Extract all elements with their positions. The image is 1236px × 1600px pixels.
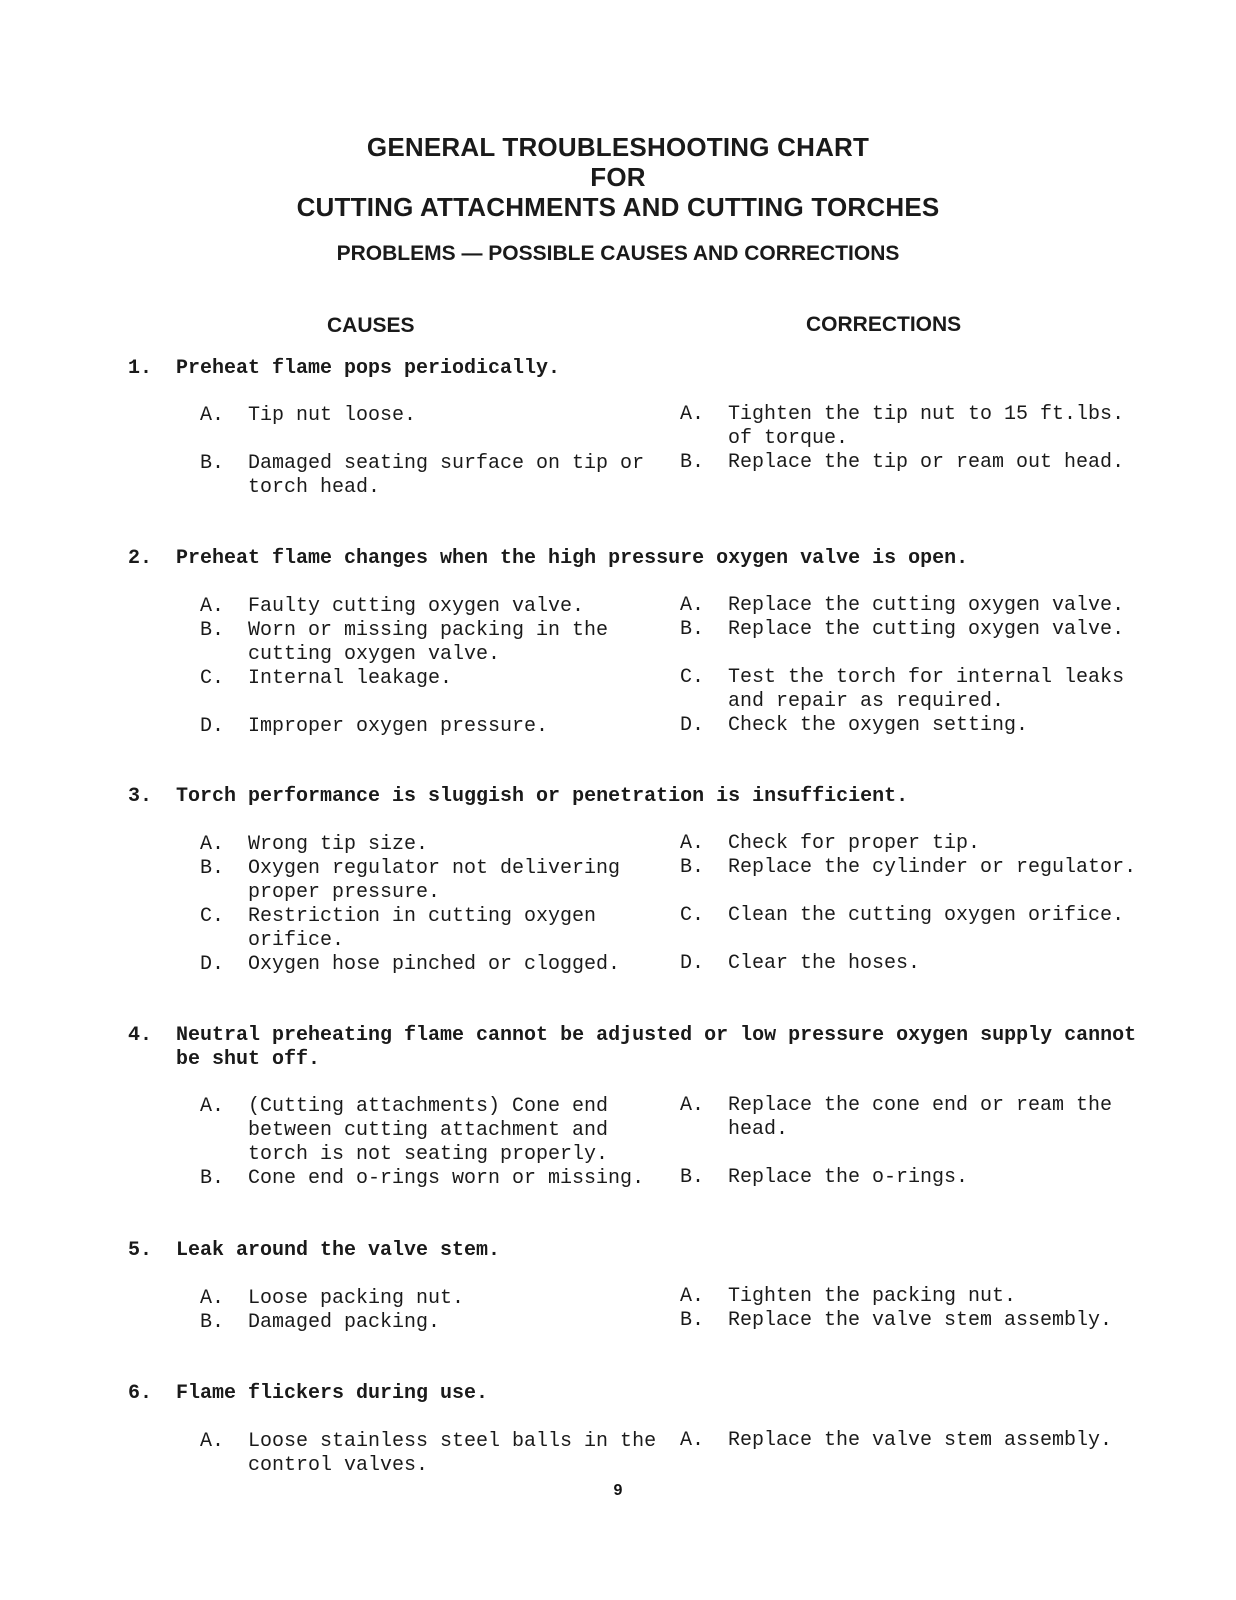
cause-letter: A. (200, 595, 225, 618)
correction-letter: A. (680, 594, 705, 617)
cause-text: Loose packing nut. (248, 1287, 465, 1310)
chart-subtitle: PROBLEMS — POSSIBLE CAUSES AND CORRECTIONS (336, 242, 900, 265)
cause-text: Oxygen regulator not delivering proper pressure. (248, 857, 621, 904)
cause-letter: A. (200, 1095, 225, 1118)
correction-text: Clean the cutting oxygen orifice. (728, 904, 1125, 927)
correction-text: Replace the cutting oxygen valve. (728, 594, 1125, 617)
cause-text: Internal leakage. (248, 667, 453, 690)
problem-text: Preheat flame pops periodically. (176, 357, 561, 380)
correction-letter: B. (680, 451, 705, 474)
correction-text: Replace the cutting oxygen valve. (728, 618, 1125, 641)
problem-text: Preheat flame changes when the high pressure oxygen valve is open. (176, 547, 969, 570)
cause-letter: C. (200, 905, 225, 928)
cause-text: Cone end o-rings worn or missing. (248, 1167, 645, 1190)
problem-number: 1. (128, 357, 153, 380)
correction-letter: B. (680, 856, 705, 879)
correction-letter: D. (680, 952, 705, 975)
problem-text: Leak around the valve stem. (176, 1239, 501, 1262)
problem-number: 6. (128, 1382, 153, 1405)
cause-letter: C. (200, 667, 225, 690)
cause-letter: A. (200, 404, 225, 427)
cause-letter: B. (200, 857, 225, 880)
page-number: 9 (613, 1482, 623, 1499)
correction-letter: A. (680, 1429, 705, 1452)
cause-text: Wrong tip size. (248, 833, 429, 856)
correction-text: Check for proper tip. (728, 832, 981, 855)
cause-letter: B. (200, 1311, 225, 1334)
correction-text: Tighten the packing nut. (728, 1285, 1017, 1308)
correction-letter: A. (680, 1094, 705, 1117)
correction-letter: A. (680, 832, 705, 855)
problem-number: 2. (128, 547, 153, 570)
correction-text: Replace the cylinder or regulator. (728, 856, 1137, 879)
cause-letter: A. (200, 833, 225, 856)
correction-letter: B. (680, 618, 705, 641)
cause-text: Improper oxygen pressure. (248, 715, 549, 738)
correction-letter: A. (680, 1285, 705, 1308)
correction-text: Replace the valve stem assembly. (728, 1429, 1113, 1452)
correction-text: Replace the tip or ream out head. (728, 451, 1125, 474)
cause-text: (Cutting attachments) Cone end between cutting attachment and torch is not seating properly. (248, 1095, 609, 1166)
correction-text: Clear the hoses. (728, 952, 921, 975)
cause-letter: B. (200, 619, 225, 642)
cause-letter: B. (200, 452, 225, 475)
problem-number: 5. (128, 1239, 153, 1262)
correction-text: Test the torch for internal leaks and repair as required. (728, 666, 1125, 713)
chart-title-line-1: GENERAL TROUBLESHOOTING CHART (366, 132, 870, 162)
problem-text: Torch performance is sluggish or penetration is insufficient. (176, 785, 909, 808)
correction-letter: D. (680, 714, 705, 737)
correction-text: Replace the valve stem assembly. (728, 1309, 1113, 1332)
corrections-column-heading: CORRECTIONS (806, 313, 962, 336)
cause-text: Oxygen hose pinched or clogged. (248, 953, 621, 976)
chart-title-line-2: FOR (590, 162, 646, 192)
problem-text: Flame flickers during use. (176, 1382, 489, 1405)
problem-number: 4. (128, 1024, 153, 1047)
cause-letter: B. (200, 1167, 225, 1190)
cause-letter: A. (200, 1287, 225, 1310)
causes-column-heading: CAUSES (327, 314, 415, 337)
cause-text: Tip nut loose. (248, 404, 417, 427)
cause-text: Worn or missing packing in the cutting oxygen valve. (248, 619, 609, 666)
correction-letter: A. (680, 403, 705, 426)
correction-letter: C. (680, 666, 705, 689)
problem-text: Neutral preheating flame cannot be adjusted or low pressure oxygen supply cannot be shut off. (176, 1024, 1149, 1071)
cause-text: Faulty cutting oxygen valve. (248, 595, 585, 618)
chart-title-line-3: CUTTING ATTACHMENTS AND CUTTING TORCHES (296, 192, 940, 222)
correction-text: Replace the o-rings. (728, 1166, 969, 1189)
cause-text: Restriction in cutting oxygen orifice. (248, 905, 597, 952)
cause-text: Damaged seating surface on tip or torch head. (248, 452, 645, 499)
correction-letter: C. (680, 904, 705, 927)
cause-text: Damaged packing. (248, 1311, 441, 1334)
problem-number: 3. (128, 785, 153, 808)
cause-letter: D. (200, 953, 225, 976)
correction-letter: B. (680, 1309, 705, 1332)
cause-text: Loose stainless steel balls in the control valves. (248, 1430, 657, 1477)
cause-letter: A. (200, 1430, 225, 1453)
correction-text: Replace the cone end or ream the head. (728, 1094, 1113, 1141)
correction-text: Tighten the tip nut to 15 ft.lbs. of torque. (728, 403, 1125, 450)
correction-letter: B. (680, 1166, 705, 1189)
cause-letter: D. (200, 715, 225, 738)
correction-text: Check the oxygen setting. (728, 714, 1029, 737)
